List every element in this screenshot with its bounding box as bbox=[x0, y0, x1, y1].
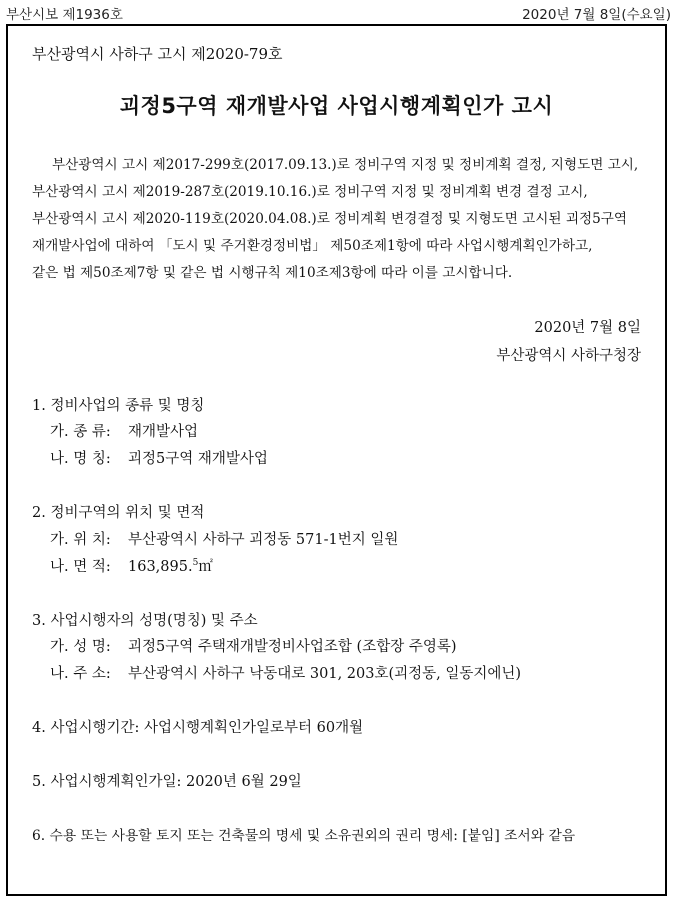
section-6: 6. 수용 또는 사용할 토지 또는 건축물의 명세 및 소유권외의 권리 명세: [붙임] 조서와 같음 bbox=[32, 828, 576, 844]
notice-number: 부산광역시 사하구 고시 제2020-79호 bbox=[32, 45, 283, 63]
notice-title: 괴정5구역 재개발사업 사업시행계획인가 고시 bbox=[119, 94, 554, 118]
area-unit: ㎡ bbox=[198, 559, 213, 575]
item-label: 나. 면 적: bbox=[50, 559, 111, 575]
notice-date: 2020년 7월 8일 bbox=[534, 320, 641, 336]
item-value: 괴정5구역 재개발사업 bbox=[128, 451, 268, 467]
section-2-item-b bbox=[50, 555, 213, 576]
item-label: 가. 종 류: bbox=[50, 424, 111, 440]
item-label: 가. 위 치: bbox=[50, 532, 111, 548]
item-label: 가. 성 명: bbox=[50, 639, 111, 655]
item-label: 나. 주 소: bbox=[50, 666, 111, 682]
item-value: 부산광역시 사하구 괴정동 571-1번지 일원 bbox=[128, 532, 399, 548]
body-line: 부산광역시 고시 제2019-287호(2019.10.16.)로 정비구역 지정 및 정비계획 변경 결정 고시, bbox=[32, 184, 588, 200]
section-4: 4. 사업시행기간: 사업시행계획인가일로부터 60개월 bbox=[32, 720, 364, 736]
section-3-heading: 3. 사업시행자의 성명(명칭) 및 주소 bbox=[32, 613, 258, 629]
section-3-item-b bbox=[50, 662, 521, 683]
gazette-date: 2020년 7월 8일(수요일) bbox=[522, 7, 671, 23]
section-1-item-b bbox=[50, 447, 268, 468]
item-value: 괴정5구역 주택재개발정비사업조합 (조합장 주영록) bbox=[128, 639, 457, 655]
body-line: 같은 법 제50조제7항 및 같은 법 시행규칙 제10조제3항에 따라 이를 고시합니다. bbox=[32, 265, 513, 281]
notice-frame bbox=[6, 24, 667, 896]
body-line: 재개발사업에 대하여 「도시 및 주거환경정비법」 제50조제1항에 따라 사업시행계획인가하고, bbox=[32, 238, 593, 254]
notice-issuer: 부산광역시 사하구청장 bbox=[496, 348, 641, 364]
gazette-header bbox=[0, 0, 679, 24]
item-value: 163,895. bbox=[128, 559, 193, 575]
body-line: 부산광역시 고시 제2020-119호(2020.04.08.)로 정비계획 변경결정 및 지형도면 고시된 괴정5구역 bbox=[32, 211, 628, 227]
item-label: 나. 명 칭: bbox=[50, 451, 111, 467]
item-value: 재개발사업 bbox=[128, 424, 199, 440]
area-decimal: 5 bbox=[192, 558, 199, 569]
body-line: 부산광역시 고시 제2017-299호(2017.09.13.)로 정비구역 지정 및 정비계획 결정, 지형도면 고시, bbox=[52, 157, 639, 173]
section-1-heading: 1. 정비사업의 종류 및 명칭 bbox=[32, 398, 205, 414]
section-2-item-a bbox=[50, 528, 398, 549]
section-2-heading: 2. 정비구역의 위치 및 면적 bbox=[32, 505, 205, 521]
section-5: 5. 사업시행계획인가일: 2020년 6월 29일 bbox=[32, 774, 302, 790]
section-3-item-a bbox=[50, 635, 457, 656]
gazette-issue: 부산시보 제1936호 bbox=[6, 7, 123, 23]
section-1-item-a bbox=[50, 420, 198, 441]
item-value: 부산광역시 사하구 낙동대로 301, 203호(괴정동, 일동지에닌) bbox=[128, 666, 522, 682]
